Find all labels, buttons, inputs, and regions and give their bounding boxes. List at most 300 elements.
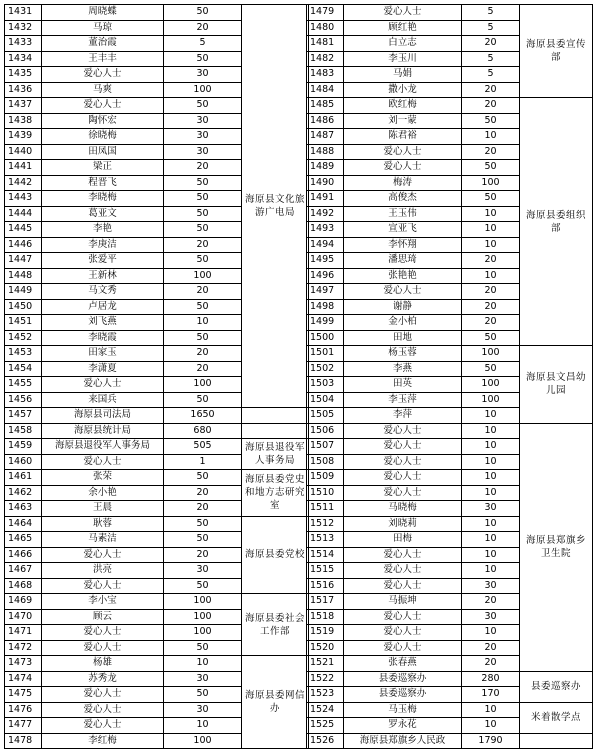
donor-name: 杨雄 <box>42 656 164 672</box>
table-row <box>307 5 593 21</box>
donor-name: 马素洁 <box>42 532 164 548</box>
donor-name: 李玉川 <box>344 51 462 67</box>
donation-amount: 10 <box>462 718 520 734</box>
row-number: 1488 <box>307 144 344 160</box>
donor-name: 李小宝 <box>42 594 164 610</box>
row-number: 1434 <box>5 51 42 67</box>
donor-name: 王新林 <box>42 268 164 284</box>
donor-name: 杨玉蓉 <box>344 346 462 362</box>
donor-name: 梅涛 <box>344 175 462 191</box>
table-row <box>5 408 309 424</box>
donor-name: 马玉梅 <box>344 702 462 718</box>
donation-amount: 50 <box>164 191 242 207</box>
row-number: 1494 <box>307 237 344 253</box>
donation-amount: 10 <box>164 656 242 672</box>
donation-amount: 100 <box>462 175 520 191</box>
row-number: 1450 <box>5 299 42 315</box>
donation-amount: 1 <box>164 454 242 470</box>
donation-amount: 50 <box>164 299 242 315</box>
row-number: 1522 <box>307 671 344 687</box>
donation-amount: 100 <box>164 82 242 98</box>
left-donation-table <box>4 4 309 749</box>
department-cell: 海原县文化旅游广电局 <box>242 5 309 408</box>
row-number: 1437 <box>5 98 42 114</box>
donation-amount: 170 <box>462 687 520 703</box>
row-number: 1451 <box>5 315 42 331</box>
donation-amount: 30 <box>164 67 242 83</box>
row-number: 1448 <box>5 268 42 284</box>
row-number: 1460 <box>5 454 42 470</box>
donation-amount: 10 <box>164 718 242 734</box>
donor-name: 张荣 <box>42 470 164 486</box>
donation-amount: 30 <box>164 702 242 718</box>
row-number: 1449 <box>5 284 42 300</box>
donor-name: 耿蓉 <box>42 516 164 532</box>
row-number: 1506 <box>307 423 344 439</box>
donor-name: 王晨 <box>42 501 164 517</box>
department-cell <box>242 408 309 424</box>
donation-amount: 30 <box>462 501 520 517</box>
row-number: 1484 <box>307 82 344 98</box>
donor-name: 刘晓莉 <box>344 516 462 532</box>
donor-name: 田英 <box>344 377 462 393</box>
donor-name: 田家玉 <box>42 346 164 362</box>
row-number: 1526 <box>307 733 344 749</box>
right-table-body <box>307 5 593 749</box>
table-row <box>307 346 593 362</box>
donor-name: 爱心人士 <box>42 625 164 641</box>
donation-amount: 30 <box>462 578 520 594</box>
row-number: 1480 <box>307 20 344 36</box>
row-number: 1474 <box>5 671 42 687</box>
row-number: 1519 <box>307 625 344 641</box>
donor-name: 爱心人士 <box>42 98 164 114</box>
row-number: 1497 <box>307 284 344 300</box>
donor-name: 卢居龙 <box>42 299 164 315</box>
row-number: 1432 <box>5 20 42 36</box>
department-cell: 海原县委组织部 <box>520 98 593 346</box>
row-number: 1492 <box>307 206 344 222</box>
table-row <box>307 98 593 114</box>
donation-amount: 10 <box>462 470 520 486</box>
row-number: 1439 <box>5 129 42 145</box>
donor-name: 刘飞燕 <box>42 315 164 331</box>
donation-amount: 50 <box>462 160 520 176</box>
donor-name: 宣亚飞 <box>344 222 462 238</box>
donor-name: 来国兵 <box>42 392 164 408</box>
donor-name: 爱心人士 <box>344 563 462 579</box>
department-cell: 海原县委党史和地方志研究室 <box>242 470 309 517</box>
donation-amount: 20 <box>462 299 520 315</box>
row-number: 1498 <box>307 299 344 315</box>
donation-amount: 20 <box>164 485 242 501</box>
department-cell: 海原县郑旗乡卫生院 <box>520 423 593 671</box>
donor-name: 爱心人士 <box>42 640 164 656</box>
donor-name: 爱心人士 <box>42 687 164 703</box>
row-number: 1515 <box>307 563 344 579</box>
row-number: 1472 <box>5 640 42 656</box>
donation-amount: 20 <box>462 144 520 160</box>
donation-amount: 10 <box>462 206 520 222</box>
row-number: 1431 <box>5 5 42 21</box>
donor-name: 爱心人士 <box>344 547 462 563</box>
donor-name: 县委巡察办 <box>344 671 462 687</box>
row-number: 1511 <box>307 501 344 517</box>
donation-amount: 20 <box>462 82 520 98</box>
table-row <box>5 423 309 439</box>
row-number: 1478 <box>5 733 42 749</box>
donation-amount: 50 <box>462 361 520 377</box>
donor-name: 爱心人士 <box>344 144 462 160</box>
table-row <box>5 516 309 532</box>
row-number: 1518 <box>307 609 344 625</box>
donor-name: 程晋飞 <box>42 175 164 191</box>
donor-name: 马爽 <box>42 82 164 98</box>
donation-amount: 50 <box>164 51 242 67</box>
right-donation-table <box>306 4 593 749</box>
department-cell <box>242 423 309 439</box>
donation-amount: 20 <box>164 547 242 563</box>
donation-amount: 50 <box>164 253 242 269</box>
row-number: 1495 <box>307 253 344 269</box>
donation-amount: 10 <box>462 129 520 145</box>
donor-name: 李玉萍 <box>344 392 462 408</box>
donor-name: 爱心人士 <box>42 718 164 734</box>
donation-amount: 30 <box>164 144 242 160</box>
row-number: 1487 <box>307 129 344 145</box>
row-number: 1441 <box>5 160 42 176</box>
donor-name: 爱心人士 <box>42 547 164 563</box>
donor-name: 陶怀宏 <box>42 113 164 129</box>
row-number: 1500 <box>307 330 344 346</box>
donation-amount: 20 <box>164 20 242 36</box>
donation-amount: 20 <box>164 346 242 362</box>
donor-name: 田凤国 <box>42 144 164 160</box>
donation-amount: 10 <box>462 222 520 238</box>
donation-amount: 20 <box>462 594 520 610</box>
donor-name: 李潇夏 <box>42 361 164 377</box>
row-number: 1446 <box>5 237 42 253</box>
row-number: 1477 <box>5 718 42 734</box>
department-cell: 海原县委网信办 <box>242 656 309 749</box>
donation-amount: 280 <box>462 671 520 687</box>
donor-name: 海原县退役军人事务局 <box>42 439 164 455</box>
donor-name: 爱心人士 <box>344 284 462 300</box>
donation-amount: 10 <box>462 423 520 439</box>
donation-amount: 50 <box>164 470 242 486</box>
row-number: 1443 <box>5 191 42 207</box>
department-cell: 米着散学点 <box>520 702 593 733</box>
row-number: 1489 <box>307 160 344 176</box>
donor-name: 欧红梅 <box>344 98 462 114</box>
donor-name: 高俊杰 <box>344 191 462 207</box>
donor-name: 王丰丰 <box>42 51 164 67</box>
donor-name: 爱心人士 <box>344 423 462 439</box>
donation-amount: 20 <box>164 501 242 517</box>
donation-amount: 100 <box>164 733 242 749</box>
donation-amount: 100 <box>164 625 242 641</box>
row-number: 1453 <box>5 346 42 362</box>
table-row <box>307 733 593 749</box>
row-number: 1525 <box>307 718 344 734</box>
table-row <box>5 470 309 486</box>
donation-amount: 20 <box>462 98 520 114</box>
donation-amount: 30 <box>164 113 242 129</box>
donation-amount: 10 <box>462 516 520 532</box>
row-number: 1461 <box>5 470 42 486</box>
donation-amount: 50 <box>164 578 242 594</box>
donation-amount: 100 <box>462 377 520 393</box>
donor-name: 周晓蝶 <box>42 5 164 21</box>
donor-name: 谢静 <box>344 299 462 315</box>
donation-amount: 20 <box>164 237 242 253</box>
donor-name: 李红梅 <box>42 733 164 749</box>
donation-amount: 20 <box>462 656 520 672</box>
donor-name: 张爱平 <box>42 253 164 269</box>
donation-amount: 20 <box>462 36 520 52</box>
row-number: 1481 <box>307 36 344 52</box>
donor-name: 葛亚文 <box>42 206 164 222</box>
donation-amount: 20 <box>462 640 520 656</box>
row-number: 1482 <box>307 51 344 67</box>
donor-name: 爱心人士 <box>344 485 462 501</box>
row-number: 1469 <box>5 594 42 610</box>
donation-amount: 100 <box>164 268 242 284</box>
donation-amount: 10 <box>462 237 520 253</box>
donation-amount: 100 <box>164 594 242 610</box>
row-number: 1520 <box>307 640 344 656</box>
donation-amount: 20 <box>164 284 242 300</box>
donor-name: 董治霞 <box>42 36 164 52</box>
donor-name: 马晓梅 <box>344 501 462 517</box>
row-number: 1507 <box>307 439 344 455</box>
row-number: 1454 <box>5 361 42 377</box>
department-cell <box>520 733 593 749</box>
row-number: 1457 <box>5 408 42 424</box>
donor-name: 顾云 <box>42 609 164 625</box>
donation-amount: 5 <box>164 36 242 52</box>
donor-name: 海原县统计局 <box>42 423 164 439</box>
donor-name: 马振坤 <box>344 594 462 610</box>
donation-amount: 30 <box>462 609 520 625</box>
donation-amount: 5 <box>462 5 520 21</box>
donor-name: 爱心人士 <box>42 377 164 393</box>
row-number: 1499 <box>307 315 344 331</box>
donor-name: 爱心人士 <box>344 640 462 656</box>
row-number: 1517 <box>307 594 344 610</box>
row-number: 1463 <box>5 501 42 517</box>
donor-name: 爱心人士 <box>42 702 164 718</box>
donor-name: 爱心人士 <box>344 439 462 455</box>
donation-amount: 10 <box>462 625 520 641</box>
donor-name: 李怀翔 <box>344 237 462 253</box>
donor-name: 张春燕 <box>344 656 462 672</box>
donor-name: 马娟 <box>344 67 462 83</box>
donor-name: 李晓梅 <box>42 191 164 207</box>
table-row <box>5 5 309 21</box>
row-number: 1476 <box>5 702 42 718</box>
donation-amount: 100 <box>462 346 520 362</box>
department-cell: 海原县委宣传部 <box>520 5 593 98</box>
donation-amount: 50 <box>164 222 242 238</box>
row-number: 1452 <box>5 330 42 346</box>
row-number: 1491 <box>307 191 344 207</box>
donor-name: 县委巡察办 <box>344 687 462 703</box>
donation-amount: 680 <box>164 423 242 439</box>
table-row <box>307 702 593 718</box>
row-number: 1503 <box>307 377 344 393</box>
row-number: 1442 <box>5 175 42 191</box>
donor-name: 李晓霞 <box>42 330 164 346</box>
donation-amount: 10 <box>462 547 520 563</box>
donor-name: 王玉伟 <box>344 206 462 222</box>
donor-name: 爱心人士 <box>344 454 462 470</box>
donation-amount: 10 <box>462 563 520 579</box>
donation-amount: 5 <box>462 67 520 83</box>
row-number: 1459 <box>5 439 42 455</box>
row-number: 1490 <box>307 175 344 191</box>
donation-amount: 20 <box>462 253 520 269</box>
row-number: 1523 <box>307 687 344 703</box>
donation-amount: 20 <box>462 315 520 331</box>
donor-name: 李燕 <box>344 361 462 377</box>
row-number: 1508 <box>307 454 344 470</box>
donation-amount: 5 <box>462 20 520 36</box>
donation-amount: 505 <box>164 439 242 455</box>
row-number: 1465 <box>5 532 42 548</box>
table-row <box>5 439 309 455</box>
donor-name: 爱心人士 <box>42 578 164 594</box>
donor-name: 张艳艳 <box>344 268 462 284</box>
donor-name: 罗永花 <box>344 718 462 734</box>
donor-name: 爱心人士 <box>344 609 462 625</box>
donation-amount: 1790 <box>462 733 520 749</box>
donation-amount: 10 <box>462 485 520 501</box>
table-row <box>5 594 309 610</box>
row-number: 1445 <box>5 222 42 238</box>
donor-name: 梁正 <box>42 160 164 176</box>
donation-amount: 100 <box>462 392 520 408</box>
donation-amount: 50 <box>164 392 242 408</box>
donor-name: 爱心人士 <box>42 67 164 83</box>
row-number: 1479 <box>307 5 344 21</box>
donation-amount: 10 <box>462 702 520 718</box>
row-number: 1514 <box>307 547 344 563</box>
donor-name: 洪亮 <box>42 563 164 579</box>
donation-amount: 5 <box>462 51 520 67</box>
donor-name: 徐晓梅 <box>42 129 164 145</box>
donor-name: 金小柏 <box>344 315 462 331</box>
row-number: 1470 <box>5 609 42 625</box>
department-cell: 县委巡察办 <box>520 671 593 702</box>
donation-amount: 100 <box>164 377 242 393</box>
donor-name: 苏秀龙 <box>42 671 164 687</box>
department-cell: 海原县文昌幼儿园 <box>520 346 593 424</box>
donation-amount: 50 <box>164 532 242 548</box>
row-number: 1444 <box>5 206 42 222</box>
row-number: 1512 <box>307 516 344 532</box>
donor-name: 海原县司法局 <box>42 408 164 424</box>
row-number: 1510 <box>307 485 344 501</box>
row-number: 1436 <box>5 82 42 98</box>
donation-amount: 50 <box>164 516 242 532</box>
donation-amount: 10 <box>462 268 520 284</box>
row-number: 1464 <box>5 516 42 532</box>
donation-amount: 100 <box>164 609 242 625</box>
row-number: 1473 <box>5 656 42 672</box>
donation-amount: 50 <box>164 98 242 114</box>
donor-name: 李庚洁 <box>42 237 164 253</box>
row-number: 1466 <box>5 547 42 563</box>
row-number: 1513 <box>307 532 344 548</box>
table-row <box>5 656 309 672</box>
row-number: 1438 <box>5 113 42 129</box>
row-number: 1501 <box>307 346 344 362</box>
donor-name: 余小艳 <box>42 485 164 501</box>
donation-amount: 50 <box>462 113 520 129</box>
donation-amount: 50 <box>164 330 242 346</box>
row-number: 1468 <box>5 578 42 594</box>
row-number: 1456 <box>5 392 42 408</box>
donation-amount: 10 <box>462 454 520 470</box>
row-number: 1462 <box>5 485 42 501</box>
row-number: 1435 <box>5 67 42 83</box>
donor-name: 陈君裕 <box>344 129 462 145</box>
row-number: 1504 <box>307 392 344 408</box>
donor-name: 爱心人士 <box>344 160 462 176</box>
department-cell: 海原县委党校 <box>242 516 309 594</box>
donation-amount: 30 <box>164 563 242 579</box>
donor-name: 撒小龙 <box>344 82 462 98</box>
row-number: 1516 <box>307 578 344 594</box>
row-number: 1440 <box>5 144 42 160</box>
row-number: 1475 <box>5 687 42 703</box>
row-number: 1433 <box>5 36 42 52</box>
donation-amount: 50 <box>462 330 520 346</box>
donation-amount: 10 <box>462 439 520 455</box>
donation-amount: 30 <box>164 129 242 145</box>
donor-name: 田地 <box>344 330 462 346</box>
row-number: 1485 <box>307 98 344 114</box>
table-row <box>307 671 593 687</box>
row-number: 1467 <box>5 563 42 579</box>
donor-name: 马琼 <box>42 20 164 36</box>
department-cell: 海原县委社会工作部 <box>242 594 309 656</box>
donation-amount: 50 <box>164 5 242 21</box>
donor-name: 刘一蒙 <box>344 113 462 129</box>
row-number: 1496 <box>307 268 344 284</box>
donor-name: 李萍 <box>344 408 462 424</box>
row-number: 1458 <box>5 423 42 439</box>
donor-name: 顾红艳 <box>344 20 462 36</box>
table-row <box>307 423 593 439</box>
row-number: 1502 <box>307 361 344 377</box>
donation-amount: 10 <box>462 532 520 548</box>
donor-name: 爱心人士 <box>344 578 462 594</box>
donation-amount: 50 <box>164 687 242 703</box>
donation-amount: 20 <box>164 361 242 377</box>
donation-amount: 50 <box>164 175 242 191</box>
left-table-body <box>5 5 309 749</box>
donation-amount: 20 <box>462 284 520 300</box>
row-number: 1524 <box>307 702 344 718</box>
donor-name: 田梅 <box>344 532 462 548</box>
row-number: 1455 <box>5 377 42 393</box>
donation-amount: 1650 <box>164 408 242 424</box>
row-number: 1493 <box>307 222 344 238</box>
donation-amount: 30 <box>164 671 242 687</box>
department-cell: 海原县退役军人事务局 <box>242 439 309 470</box>
